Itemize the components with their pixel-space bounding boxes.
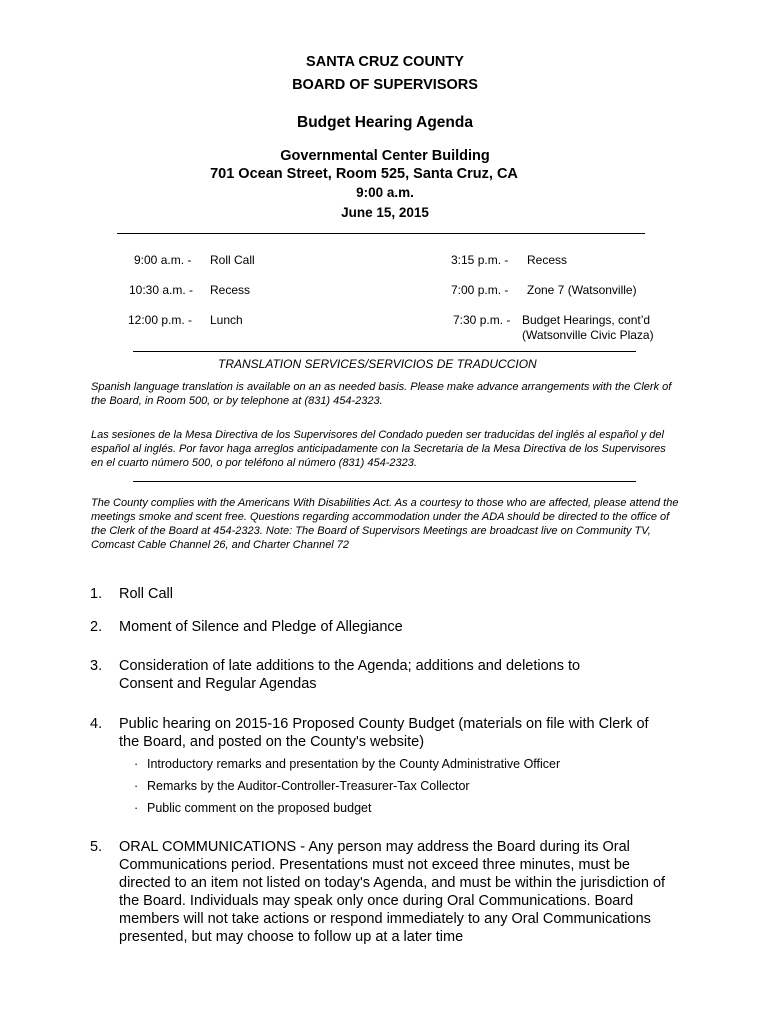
bullet-item: · Remarks by the Auditor-Controller-Treasurer-Tax Collector — [134, 779, 470, 793]
schedule-time: 7:00 p.m. - — [451, 283, 509, 297]
bullet-item: · Introductory remarks and presentation by the County Administrative Officer — [134, 757, 561, 771]
item-text: Moment of Silence and Pledge of Allegiance — [119, 619, 403, 635]
county-title: SANTA CRUZ COUNTY — [306, 54, 464, 70]
header-divider — [117, 233, 645, 234]
item-text: Roll Call — [119, 586, 173, 602]
meeting-date: June 15, 2015 — [341, 205, 429, 220]
agenda-title: Budget Hearing Agenda — [297, 114, 473, 131]
item-number: 2. — [90, 619, 103, 635]
translation-heading: TRANSLATION SERVICES/SERVICIOS DE TRADUCCION — [218, 357, 537, 371]
item-text: Public hearing on 2015-16 Proposed County Budget (materials on file with Clerk of the Board, and posted on the County's website) — [119, 716, 649, 750]
building-name: Governmental Center Building — [280, 148, 490, 164]
schedule-event-location: (Watsonville Civic Plaza) — [522, 328, 654, 342]
schedule-divider — [133, 351, 636, 352]
item-text: Consideration of late additions to the Agenda; additions and deletions to Consent and Regular Agendas — [119, 658, 581, 692]
bullet-item: · Public comment on the proposed budget — [134, 801, 372, 815]
bullet-text: Remarks by the Auditor-Controller-Treasurer-Tax Collector — [147, 779, 470, 793]
address: 701 Ocean Street, Room 525, Santa Cruz, CA — [210, 166, 518, 182]
schedule-event: Budget Hearings, cont’d — [522, 313, 651, 327]
item-number: 5. — [90, 839, 103, 855]
bullet-text: Introductory remarks and presentation by the County Administrative Officer — [147, 757, 561, 771]
schedule-time: 7:30 p.m. - — [453, 313, 511, 327]
meeting-time: 9:00 a.m. — [356, 185, 414, 200]
bullet-text: Public comment on the proposed budget — [147, 801, 372, 815]
translation-divider — [133, 481, 636, 482]
schedule-event: Lunch — [210, 313, 243, 327]
schedule-event: Recess — [210, 283, 251, 297]
item-number: 4. — [90, 716, 103, 732]
schedule-event: Roll Call — [210, 253, 255, 267]
item-number: 3. — [90, 658, 103, 674]
schedule-event: Recess — [527, 253, 568, 267]
ada-notice: The County complies with the Americans With Disabilities Act. As a courtesy to those who are affected, please attend the meetings smoke and scent free. Questions regarding accommodation under the ADA should be directed to the office of the Clerk of the Board at 454-2323. Note: The Board of Supervisors Meetings are broadcast live on Community TV, Comcast Cable Channel 26, and Charter Channel 72 — [91, 497, 679, 551]
schedule-time: 10:30 a.m. - — [129, 283, 194, 297]
translation-spanish: Las sesiones de la Mesa Directiva de los Supervisores del Condado pueden ser traducidas del inglés al español y del español al inglés. Por favor haga arreglos anticipadamente con la Secretaria de la Mesa Directiva de los Supervisores en el cuarto número 500, o por teléfono al número (831) 454-2323. — [91, 429, 666, 469]
board-title: BOARD OF SUPERVISORS — [292, 77, 478, 93]
item-number: 1. — [90, 586, 103, 602]
translation-english: Spanish language translation is available on an as needed basis. Please make advance arrangements with the Clerk of the Board, in Room 500, or by telephone at (831) 454-2323. — [91, 381, 672, 407]
schedule-time: 12:00 p.m. - — [128, 313, 193, 327]
schedule-event: Zone 7 (Watsonville) — [527, 283, 637, 297]
schedule-time: 3:15 p.m. - — [451, 253, 509, 267]
item-text: ORAL COMMUNICATIONS - Any person may address the Board during its Oral Communications period. Presentations must not exceed three minutes, must be directed to an item not listed on today's Agenda, and must be within the jurisdiction of the Board. Individuals may speak only once during Oral Communications. Board members will not take actions or respond immediately to any Oral Communications presented, but may choose to follow up at a later time — [119, 839, 666, 945]
schedule-time: 9:00 a.m. - — [134, 253, 192, 267]
